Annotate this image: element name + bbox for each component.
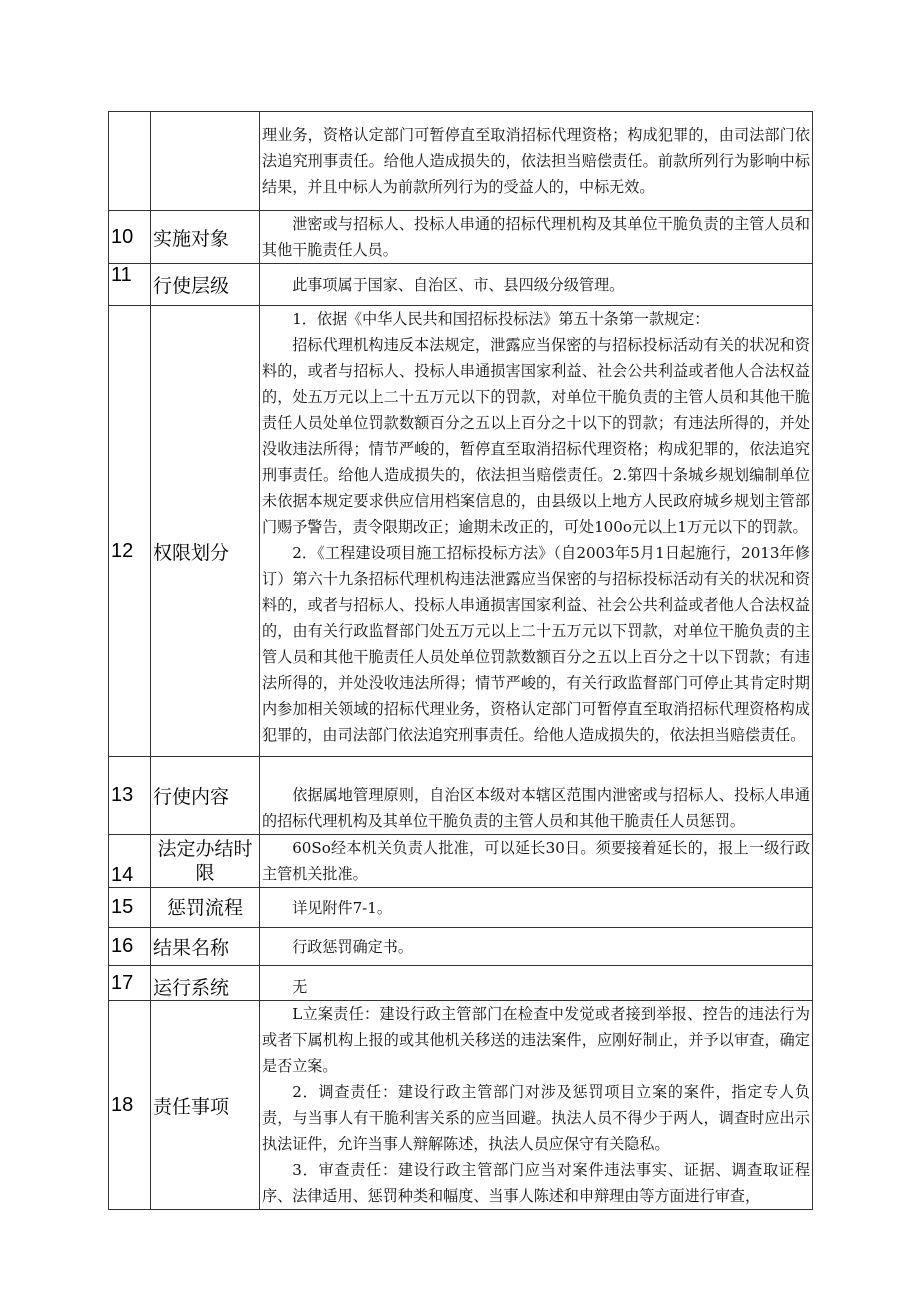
row-number: 18 bbox=[109, 1001, 151, 1210]
row-content bbox=[260, 1001, 813, 1210]
table-row-11 bbox=[109, 264, 813, 306]
row-number: 15 bbox=[109, 888, 151, 928]
paragraph: 行政惩罚确定书。 bbox=[292, 937, 413, 956]
row-label bbox=[151, 112, 260, 211]
matter-table bbox=[108, 111, 813, 1210]
row-content bbox=[260, 211, 813, 264]
row-number: 12 bbox=[109, 306, 151, 757]
paragraph: 此事项属于国家、自治区、市、县四级分级管理。 bbox=[292, 275, 625, 294]
row-content bbox=[260, 888, 813, 928]
table-row-18 bbox=[109, 1001, 813, 1210]
row-label: 实施对象 bbox=[151, 211, 260, 264]
paragraph: 3．审查责任：建设行政主管部门应当对案件违法事实、证据、调查取证程序、法律适用、惩罚种类和幅度、当事人陈述和申辩理由等方面进行审查， bbox=[262, 1161, 810, 1205]
table-row-14 bbox=[109, 835, 813, 888]
row-number: 16 bbox=[109, 928, 151, 966]
row-label: 行使层级 bbox=[151, 264, 260, 306]
row-label: 法定办结时限 bbox=[151, 835, 260, 888]
paragraph: L立案责任：建设行政主管部门在检查中发觉或者接到举报、控告的违法行为或者下属机构上报的或其他机关移送的违法案件，应刚好制止，并予以审查，确定是否立案。 bbox=[262, 1005, 810, 1075]
paragraph: 2．调查责任：建设行政主管部门对涉及惩罚项目立案的案件，指定专人负责，与当事人有干脆利害关系的应当回避。执法人员不得少于两人，调查时应出示执法证件，允许当事人辩解陈述，执法人员应保守有关隐私。 bbox=[262, 1083, 810, 1153]
row-label: 权限划分 bbox=[151, 306, 260, 757]
row-label: 惩罚流程 bbox=[151, 888, 260, 928]
paragraph: 招标代理机构违反本法规定，泄露应当保密的与招标投标活动有关的状况和资料的，或者与招标人、投标人串通损害国家利益、社会公共利益或者他人合法权益的，处五万元以上二十五万元以下的罚款，对单位干脆负责的主管人员和其他干脆责任人员处单位罚款数额百分之五以上百分之十以下的罚款；有违法所得的，并处没收违法所得；情节严峻的，暂停直至取消招标代理资格；构成犯罪的，依法追究刑事责任。给他人造成损失的，依法担当赔偿责任。2.第四十条城乡规划编制单位未依据本规定要求供应信用档案信息的，由县级以上地方人民政府城乡规划主管部门赐予警告，责令限期改正；逾期未改正的，可处100o元以上1万元以下的罚款。 bbox=[262, 336, 810, 536]
row-number bbox=[109, 112, 151, 211]
paragraph: 详见附件7-1。 bbox=[292, 898, 392, 917]
row-content bbox=[260, 264, 813, 306]
row-number: 13 bbox=[109, 757, 151, 835]
row-content bbox=[260, 835, 813, 888]
row-content bbox=[260, 966, 813, 1001]
row-label: 运行系统 bbox=[151, 966, 260, 1001]
paragraph: 泄密或与招标人、投标人串通的招标代理机构及其单位干脆负责的主管人员和其他干脆责任人员。 bbox=[262, 215, 810, 259]
table-row-10 bbox=[109, 211, 813, 264]
row-label: 责任事项 bbox=[151, 1001, 260, 1210]
table-row-13 bbox=[109, 757, 813, 835]
table-row-15 bbox=[109, 888, 813, 928]
row-content bbox=[260, 112, 813, 211]
row-number: 14 bbox=[109, 835, 151, 888]
table-row-continued bbox=[109, 112, 813, 211]
table-row-17 bbox=[109, 966, 813, 1001]
paragraph: 2．《工程建设项目施工招标投标方法》（自2003年5月1日起施行，2013年修订）第六十九条招标代理机构违法泄露应当保密的与招标投标活动有关的状况和资料的，或者与招标人、投标人串通损害国家利益、社会公共利益或者他人合法权益的，由有关行政监督部门处五万元以上二十五万元以下罚款，对单位干脆负责的主管人员和其他干脆责任人员处单位罚款数额百分之五以上百分之十以下罚款；有违法所得的，并处没收违法所得；情节严峻的，有关行政监督部门可停止其肯定时期内参加相关领域的招标代理业务，资格认定部门可暂停直至取消招标代理资格构成犯罪的，由司法部门依法追究刑事责任。给他人造成损失的，依法担当赔偿责任。 bbox=[262, 544, 810, 744]
row-number: 10 bbox=[109, 211, 151, 264]
table-row-12 bbox=[109, 306, 813, 757]
table-row-16 bbox=[109, 928, 813, 966]
row-content bbox=[260, 306, 813, 757]
row-number: 17 bbox=[109, 966, 151, 1001]
row-label: 结果名称 bbox=[151, 928, 260, 966]
row-number: 11 bbox=[109, 264, 151, 306]
row-content bbox=[260, 757, 813, 835]
row-label: 行使内容 bbox=[151, 757, 260, 835]
paragraph: 无 bbox=[292, 978, 308, 996]
paragraph: 依据属地管理原则，自治区本级对本辖区范围内泄密或与招标人、投标人串通的招标代理机构及其单位干脆负责的主管人员和其他干脆责任人员惩罚。 bbox=[262, 786, 810, 830]
paragraph: 理业务，资格认定部门可暂停直至取消招标代理资格；构成犯罪的，由司法部门依法追究刑事责任。给他人造成损失的，依法担当赔偿责任。前款所列行为影响中标结果，并且中标人为前款所列行为的受益人的，中标无效。 bbox=[262, 126, 810, 196]
paragraph: 60So经本机关负责人批准，可以延长30日。须要接着延长的，报上一级行政主管机关批准。 bbox=[262, 839, 810, 883]
row-content bbox=[260, 928, 813, 966]
paragraph: 1．依据《中华人民共和国招标投标法》第五十条第一款规定： bbox=[292, 310, 710, 328]
